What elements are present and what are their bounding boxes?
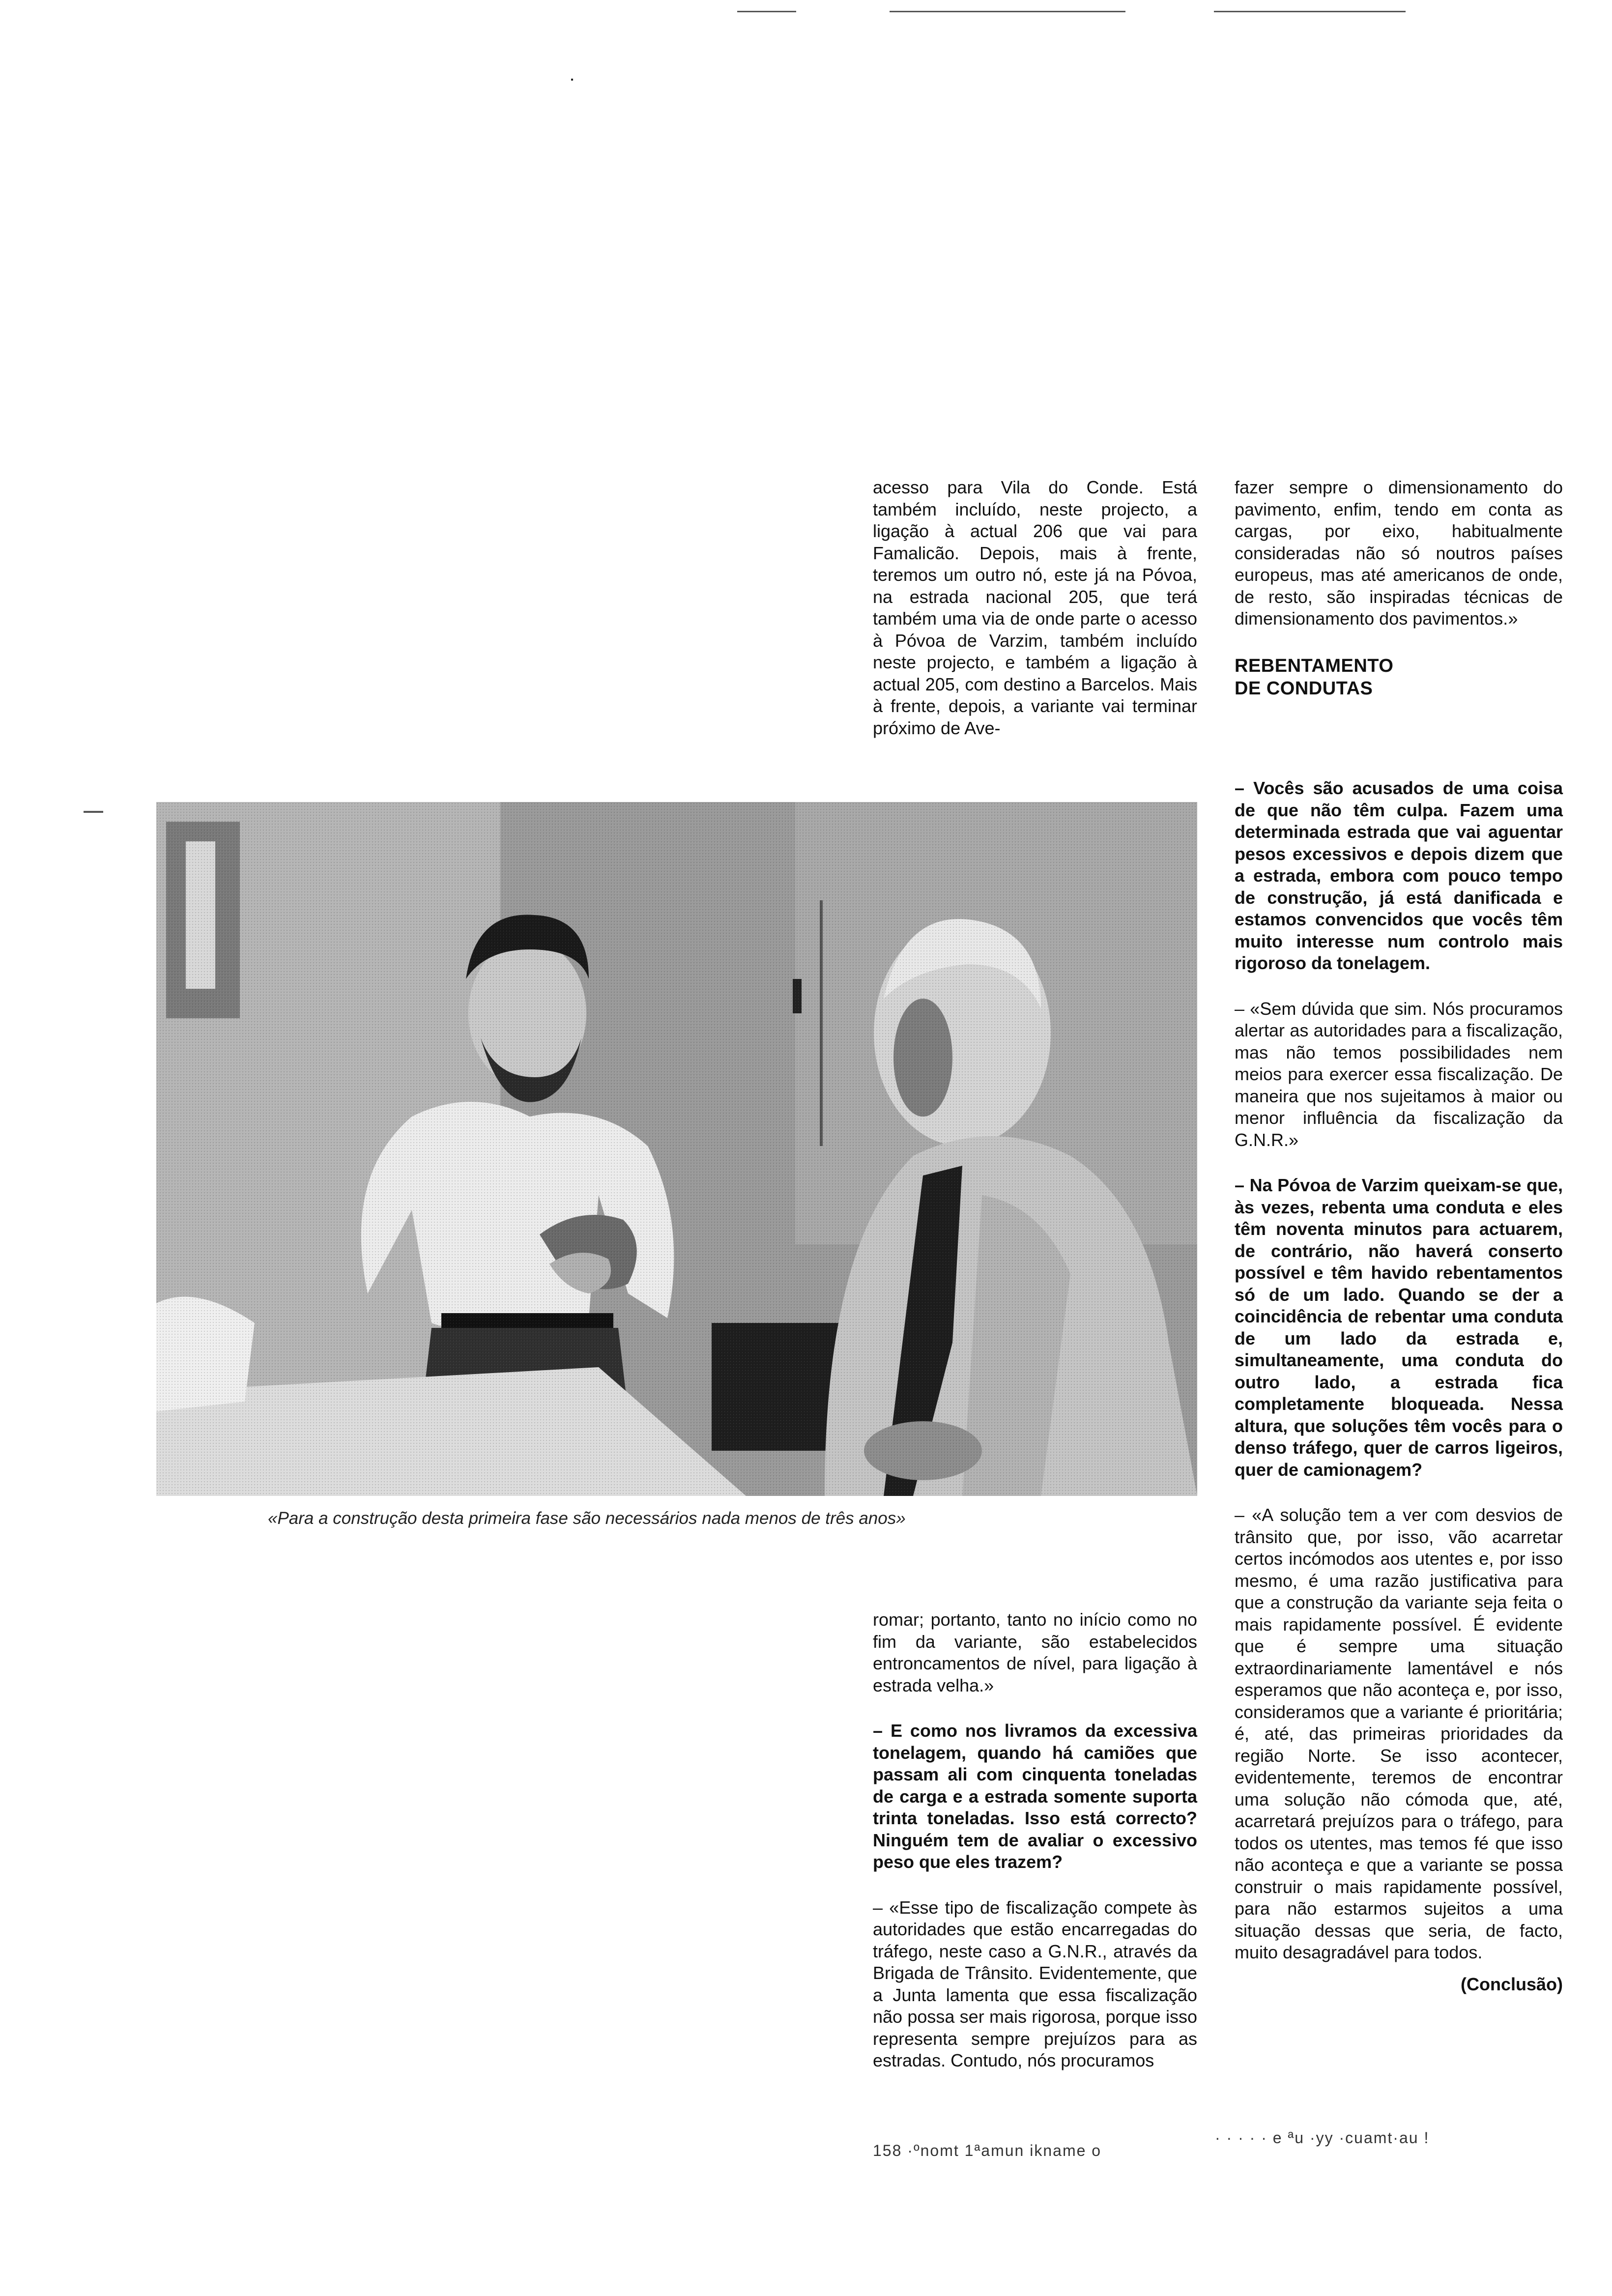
- paragraph: acesso para Vila do Conde. Está também incluído, neste projecto, a ligação à actual 206 que vai para Famalicão. Depois, mais à frente, teremos um outro nó, este já na Póvoa, na estrada nacional 205, que terá também uma via de onde parte o acesso à Póvoa de Varzim, também incluído neste projecto, e também a ligação à actual 205, com destino a Barcelos. Mais à frente, depois, a variante vai terminar próximo de Ave-: [873, 477, 1197, 738]
- question: – E como nos livramos da excessiva tonelagem, quando há camiões que passam ali com cinquenta toneladas de carga e a estrada somente suporta trinta toneladas. Isso está correcto? Ninguém tem de avaliar o excessivo peso que eles trazem?: [873, 1721, 1197, 1872]
- answer: – «Sem dúvida que sim. Nós procuramos alertar as autoridades para a fiscalização, mas não temos possibilidades nem meios para exercer essa fiscalização. De maneira que nos sujeitamos à maior ou menor influência da fiscalização da G.N.R.»: [1235, 998, 1563, 1150]
- heading-line-1: REBENTAMENTO: [1235, 655, 1394, 676]
- top-rule-3: [1214, 11, 1406, 12]
- column-top-left: [873, 477, 1197, 739]
- margin-mark: [84, 811, 103, 813]
- answer: – «Esse tipo de fiscalização compete às autoridades que estão encarregadas do tráfego, neste caso a G.N.R., através da Brigada de Trânsito. Evidentemente, que a Junta lamenta que essa fiscalização não possa ser mais rigorosa, porque isso representa sempre prejuízos para as estradas. Contudo, nós procuramos: [873, 1897, 1197, 2070]
- top-rule-2: [890, 11, 1125, 12]
- photo-caption: «Para a construção desta primeira fase são necessários nada menos de três anos»: [268, 1509, 906, 1528]
- heading-line-2: DE CONDUTAS: [1235, 678, 1373, 699]
- footer-fragment-left: 158 ·ºnomt 1ªamun ikname o: [873, 2142, 1102, 2159]
- interview-photo: [156, 802, 1197, 1496]
- scan-speck: [571, 79, 573, 81]
- column-left-lower: [873, 1609, 1197, 2072]
- question: – Vocês são acusados de uma coisa de que não têm culpa. Fazem uma determinada estrada que vai aguentar pesos excessivos e depois dizem que a estrada, embora com pouco tempo de construção, já está danificada e estamos convencidos que vocês têm muito interesse num controlo mais rigoroso da tonelagem.: [1235, 778, 1563, 973]
- paragraph: romar; portanto, tanto no início como no fim da variante, são estabelecidos entroncamentos de nível, para ligação à estrada velha.»: [873, 1609, 1197, 1695]
- top-rule-1: [737, 11, 796, 12]
- conclusion-label: (Conclusão): [1460, 1974, 1563, 1994]
- question: – Na Póvoa de Varzim queixam-se que, às vezes, rebenta uma conduta e eles têm noventa minutos para actuarem, de contrário, não haverá conserto possível e têm havido rebentamentos só de um lado. Quando se der a coincidência de rebentar uma conduta de um lado da estrada e, simultaneamente, uma conduta do outro lado, a estrada fica completamente bloqueada. Nessa altura, que soluções têm vocês para o denso tráfego, quer de carros ligeiros, quer de camionagem?: [1235, 1175, 1563, 1480]
- answer: – «A solução tem a ver com desvios de trânsito que, por isso, vão acarretar certos incómodos aos utentes e, por isso mesmo, é uma razão justificativa para que a construção da variante seja feita o mais rapidamente possível. É evidente que é sempre uma situação extraordinariamente lamentável e nós esperamos que não aconteça e, por isso, consideramos que a variante é prioritária; é, até, das primeiras prioridades da região Norte. Se isso acontecer, evidentemente, teremos de encontrar uma solução não cómoda que, até, acarretará prejuízos para o tráfego, para todos os utentes, mas temos fé que isso não aconteça e que a variante se possa construir o mais rapidamente possível, para não estarmos sujeitos a uma situação dessas que seria, de facto, muito desagradável para todos.: [1235, 1505, 1563, 1962]
- column-right-lower: [1235, 777, 1563, 1995]
- footer-fragment-right: · · · · · e ªu ·yy ·cuamt·au !: [1215, 2129, 1430, 2147]
- section-heading: [1235, 655, 1563, 700]
- column-top-right: [1235, 477, 1563, 700]
- paragraph: fazer sempre o dimensionamento do pavimento, enfim, tendo em conta as cargas, por eixo, habitualmente consideradas não só noutros países europeus, mas até americanos de onde, de resto, são inspiradas técnicas de dimensionamento dos pavimentos.»: [1235, 477, 1563, 629]
